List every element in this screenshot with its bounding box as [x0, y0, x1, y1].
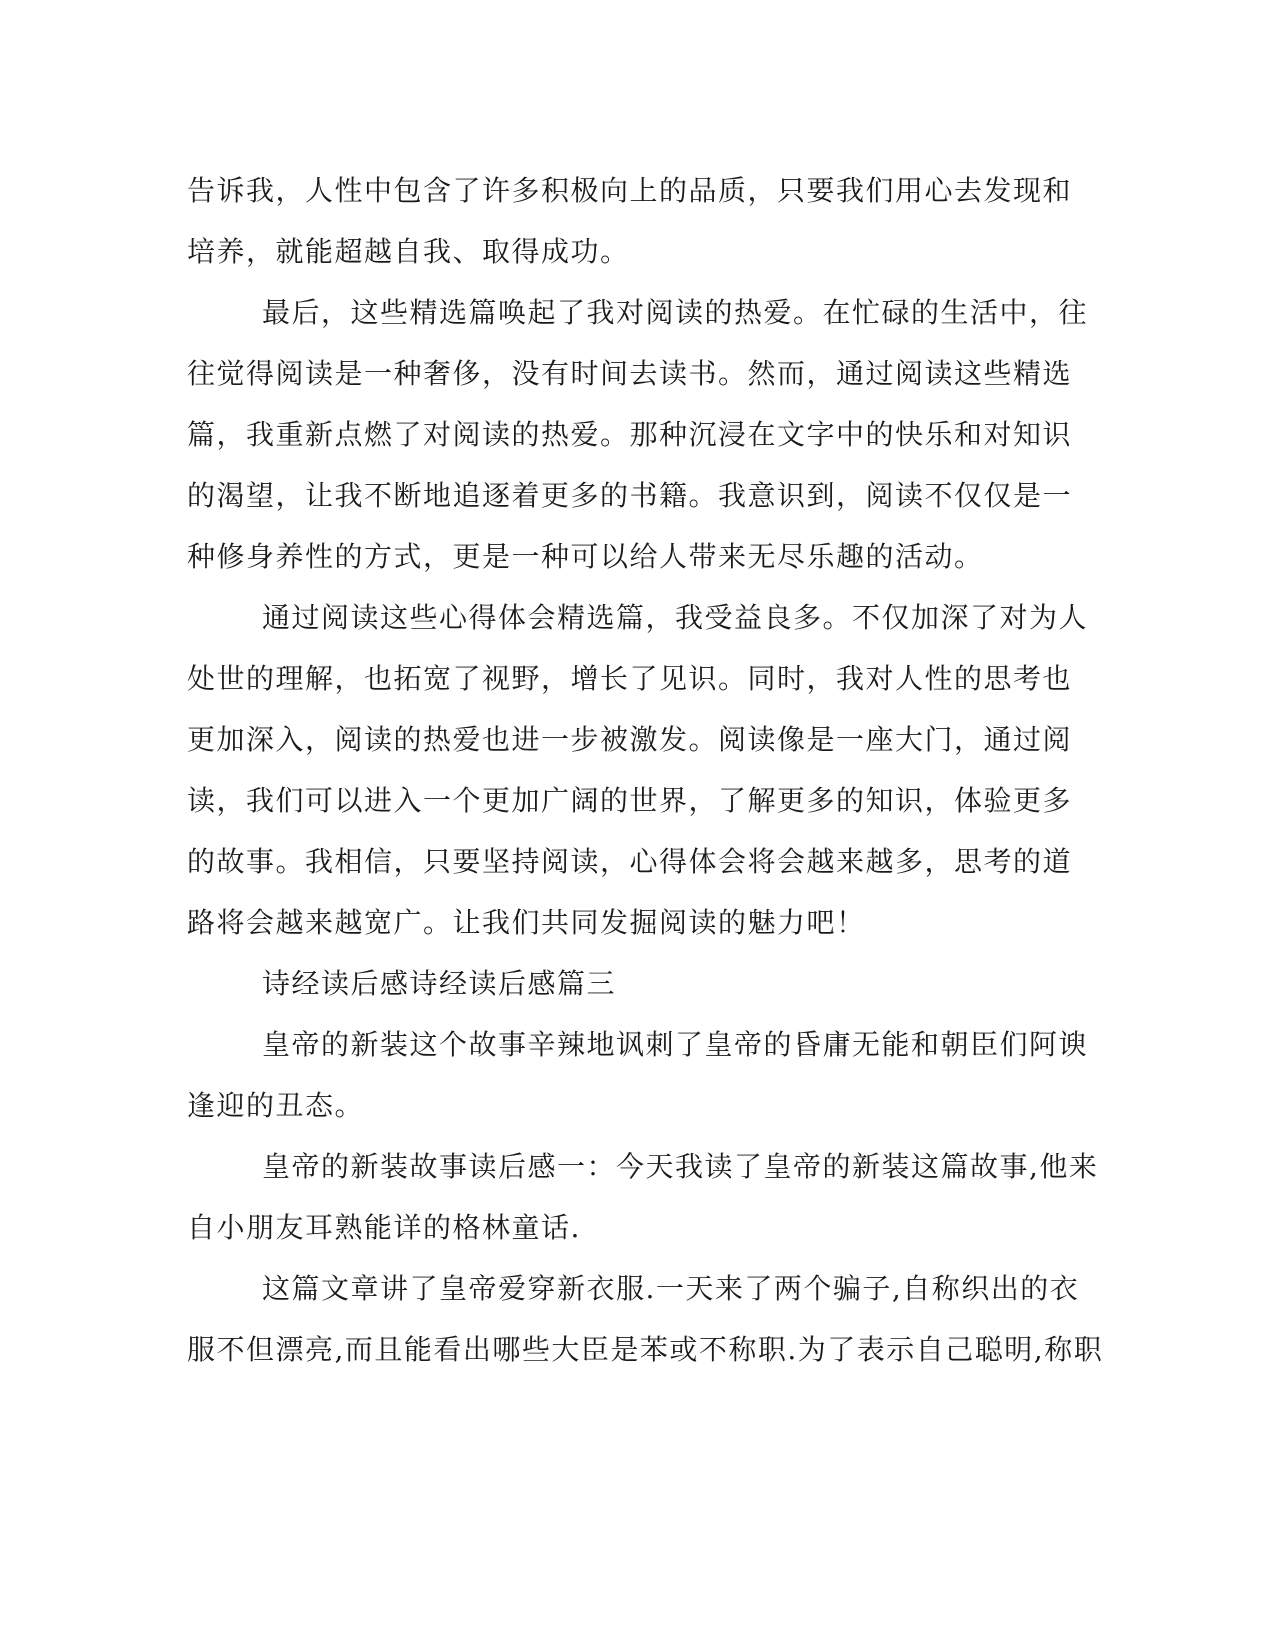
- text-line: 自小朋友耳熟能详的格林童话.: [187, 1211, 581, 1244]
- text-line: 告诉我，人性中包含了许多积极向上的品质，只要我们用心去发现和: [187, 174, 1073, 207]
- section-heading: 诗经读后感诗经读后感篇三: [262, 967, 617, 1000]
- text-line: 服不但漂亮,而且能看出哪些大臣是苯或不称职.为了表示自己聪明,称职: [187, 1333, 1104, 1366]
- text-line: 的渴望，让我不断地追逐着更多的书籍。我意识到，阅读不仅仅是一: [187, 479, 1073, 512]
- text-line: 逢迎的丑态。: [187, 1089, 365, 1122]
- text-line: 种修身养性的方式，更是一种可以给人带来无尽乐趣的活动。: [187, 540, 984, 573]
- text-line: 培养，就能超越自我、取得成功。: [187, 235, 630, 268]
- text-line: 更加深入，阅读的热爱也进一步被激发。阅读像是一座大门，通过阅: [187, 723, 1073, 756]
- text-line: 皇帝的新装这个故事辛辣地讽刺了皇帝的昏庸无能和朝臣们阿谀: [262, 1028, 1089, 1061]
- text-line: 篇，我重新点燃了对阅读的热爱。那种沉浸在文字中的快乐和对知识: [187, 418, 1073, 451]
- body-text: [187, 160, 1104, 1380]
- text-line: 通过阅读这些心得体会精选篇，我受益良多。不仅加深了对为人: [262, 601, 1089, 634]
- text-line: 往觉得阅读是一种奢侈，没有时间去读书。然而，通过阅读这些精选: [187, 357, 1073, 390]
- text-line: 路将会越来越宽广。让我们共同发掘阅读的魅力吧！: [187, 906, 866, 939]
- text-line: 处世的理解，也拓宽了视野，增长了见识。同时，我对人性的思考也: [187, 662, 1073, 695]
- text-line: 读，我们可以进入一个更加广阔的世界，了解更多的知识，体验更多: [187, 784, 1073, 817]
- text-line: 最后，这些精选篇唤起了我对阅读的热爱。在忙碌的生活中，往: [262, 296, 1089, 329]
- text-line: 这篇文章讲了皇帝爱穿新衣服.一天来了两个骗子,自称织出的衣: [262, 1272, 1080, 1305]
- text-line: 的故事。我相信，只要坚持阅读，心得体会将会越来越多，思考的道: [187, 845, 1073, 878]
- text-line: 皇帝的新装故事读后感一：今天我读了皇帝的新装这篇故事,他来: [262, 1150, 1099, 1183]
